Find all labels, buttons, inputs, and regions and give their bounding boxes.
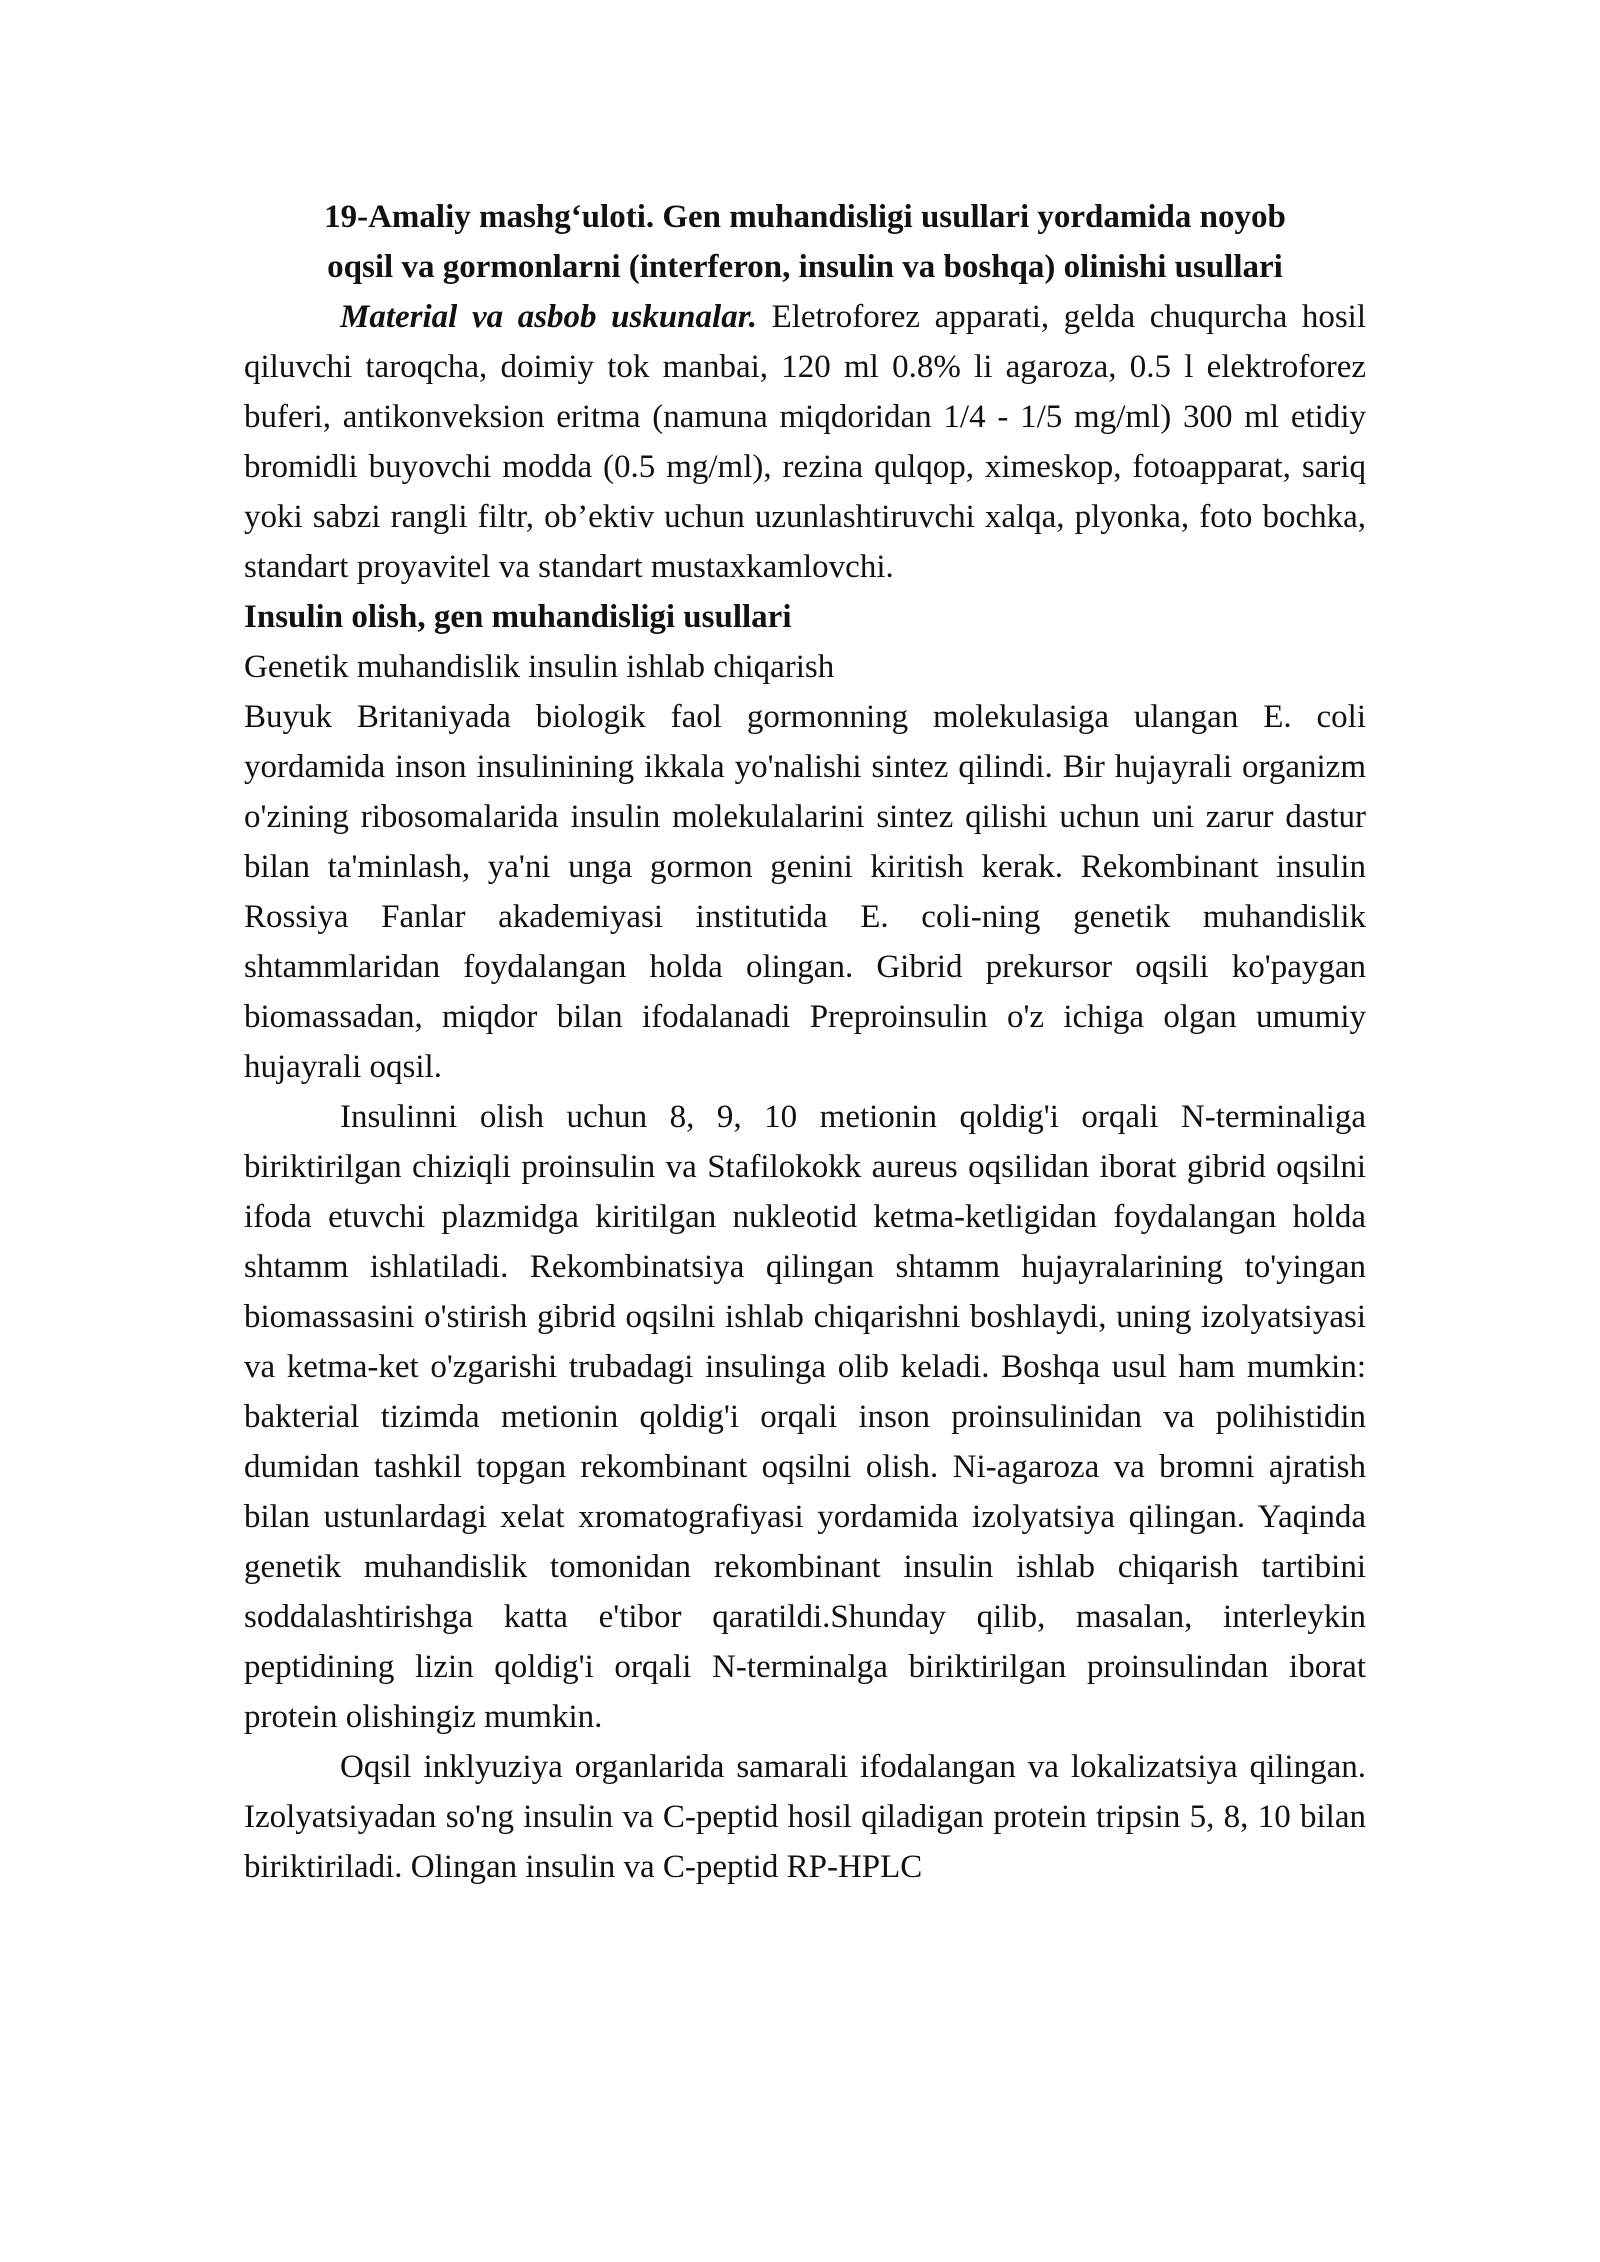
body-paragraph-1: Buyuk Britaniyada biologik faol gormonning molekulasiga ulangan E. coli yordamida inson insulinining ikkala yo'nalishi sintez qilindi. Bir hujayrali organizm o'zining ribosomalarida insulin molekulalarini sintez qilishi uchun uni zarur dastur bilan ta'minlash, ya'ni unga gormon genini kiritish kerak. Rekombinant insulin Rossiya Fanlar akademiyasi institutida E. coli-ning genetik muhandislik shtammlaridan foydalangan holda olingan. Gibrid prekursor oqsili ko'paygan biomassadan, miqdor bilan ifodalanadi Preproinsulin o'z ichiga olgan umumiy hujayrali oqsil. [244,699,1366,1085]
materials-text: Eletroforez apparati, gelda chuqurcha hosil qiluvchi taroqcha, doimiy tok manbai, 120 ml 0.8% li agaroza, 0.5 l elektroforez buferi, antikonveksion eritma (namuna miqdoridan 1/4 - 1/5 mg/ml) 300 ml etidiy bromidli buyovchi modda (0.5 mg/ml), rezina qulqop, ximeskop, fotoapparat, sariq yoki sabzi rangli filtr, ob’ektiv uchun uzunlashtiruvchi xalqa, plyonka, foto bochka, standart proyavitel va standart mustaxkamlovchi. [244,299,1366,585]
section-heading: Insulin olish, gen muhandisligi usullari [244,599,792,635]
materials-paragraph [244,292,1366,592]
page-title [244,192,1366,292]
page-title-line-1: 19-Amaliy mashg‘uloti. Gen muhandisligi usullari yordamida noyob [324,199,1286,235]
body-paragraph-3: Oqsil inklyuziya organlarida samarali ifodalangan va lokalizatsiya qilingan. Izolyatsiyadan so'ng insulin va C-peptid hosil qiladigan protein tripsin 5, 8, 10 bilan biriktiriladi. Olingan insulin va C-peptid RP-HPLC [244,1749,1366,1885]
section-subtitle: Genetik muhandislik insulin ishlab chiqarish [244,649,835,685]
document-body [244,192,1366,1892]
page-title-line-2: oqsil va gormonlarni (interferon, insulin va boshqa) olinishi usullari [327,249,1283,285]
body-paragraph-2: Insulinni olish uchun 8, 9, 10 metionin qoldig'i orqali N-terminaliga biriktirilgan chiziqli proinsulin va Stafilokokk aureus oqsilidan iborat gibrid oqsilni ifoda etuvchi plazmidga kiritilgan nukleotid ketma-ketligidan foydalangan holda shtamm ishlatiladi. Rekombinatsiya qilingan shtamm hujayralarining to'yingan biomassasini o'stirish gibrid oqsilni ishlab chiqarishni boshlaydi, uning izolyatsiyasi va ketma-ket o'zgarishi trubadagi insulinga olib keladi. Boshqa usul ham mumkin: bakterial tizimda metionin qoldig'i orqali inson proinsulinidan va polihistidin dumidan tashkil topgan rekombinant oqsilni olish. Ni-agaroza va bromni ajratish bilan ustunlardagi xelat xromatografiyasi yordamida izolyatsiya qilingan. Yaqinda genetik muhandislik tomonidan rekombinant insulin ishlab chiqarish tartibini soddalashtirishga katta e'tibor qaratildi.Shunday qilib, masalan, interleykin peptidining lizin qoldig'i orqali N-terminalga biriktirilgan proinsulindan iborat protein olishingiz mumkin. [244,1099,1366,1735]
materials-lead: Material va asbob uskunalar. [340,299,757,335]
